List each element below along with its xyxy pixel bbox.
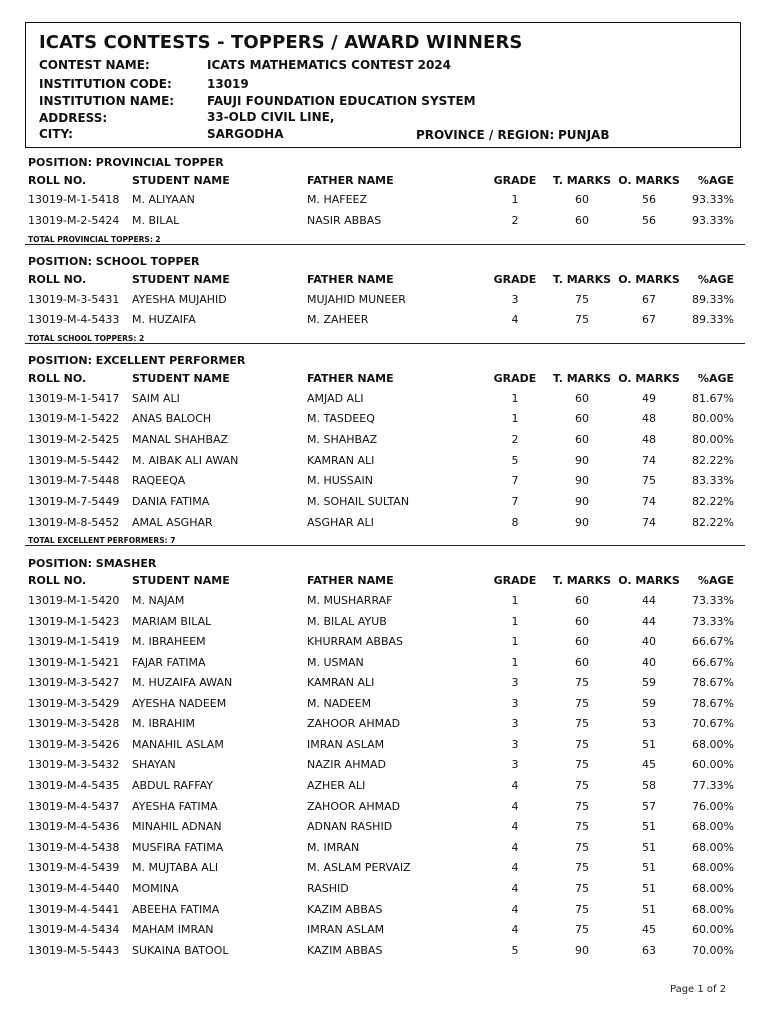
section-position-title: POSITION: SMASHER xyxy=(28,557,157,570)
cell-student-name: M. MUJTABA ALI xyxy=(132,861,219,874)
cell-obtained-marks: 44 xyxy=(642,594,656,607)
cell-percentage: 82.22% xyxy=(692,454,734,467)
cell-grade: 1 xyxy=(511,193,519,206)
cell-percentage: 68.00% xyxy=(692,820,734,833)
cell-roll-no: 13019-M-2-5424 xyxy=(28,214,120,227)
cell-grade: 2 xyxy=(511,433,519,446)
cell-roll-no: 13019-M-3-5429 xyxy=(28,697,120,710)
cell-percentage: 77.33% xyxy=(692,779,734,792)
cell-roll-no: 13019-M-4-5434 xyxy=(28,923,120,936)
cell-percentage: 68.00% xyxy=(692,882,734,895)
cell-roll-no: 13019-M-4-5440 xyxy=(28,882,120,895)
column-header-student-name: STUDENT NAME xyxy=(132,273,230,286)
cell-student-name: M. IBRAHIM xyxy=(132,717,196,730)
column-header-obtained-marks: O. MARKS xyxy=(618,174,680,187)
cell-father-name: AMJAD ALI xyxy=(307,392,364,405)
column-header-obtained-marks: O. MARKS xyxy=(618,372,680,385)
address-value: 33-OLD CIVIL LINE, xyxy=(207,110,335,124)
cell-student-name: MUSFIRA FATIMA xyxy=(132,841,224,854)
cell-roll-no: 13019-M-7-5448 xyxy=(28,474,120,487)
cell-grade: 5 xyxy=(511,454,519,467)
cell-roll-no: 13019-M-2-5425 xyxy=(28,433,120,446)
institution-name-value: FAUJI FOUNDATION EDUCATION SYSTEM xyxy=(207,94,476,108)
cell-father-name: M. BILAL AYUB xyxy=(307,615,387,628)
cell-roll-no: 13019-M-4-5441 xyxy=(28,903,120,916)
cell-total-marks: 75 xyxy=(575,313,589,326)
cell-total-marks: 60 xyxy=(575,392,589,405)
cell-student-name: M. HUZAIFA AWAN xyxy=(132,676,233,689)
cell-total-marks: 75 xyxy=(575,293,589,306)
cell-percentage: 76.00% xyxy=(692,800,734,813)
column-header-father-name: FATHER NAME xyxy=(307,372,394,385)
province-label: PROVINCE / REGION: xyxy=(416,128,555,142)
cell-grade: 3 xyxy=(511,697,519,710)
column-header-roll-no: ROLL NO. xyxy=(28,574,87,587)
cell-obtained-marks: 40 xyxy=(642,635,656,648)
cell-grade: 4 xyxy=(511,779,519,792)
cell-father-name: ZAHOOR AHMAD xyxy=(307,717,401,730)
cell-total-marks: 90 xyxy=(575,516,589,529)
cell-obtained-marks: 67 xyxy=(642,313,656,326)
cell-roll-no: 13019-M-4-5435 xyxy=(28,779,120,792)
cell-obtained-marks: 74 xyxy=(642,516,656,529)
column-header-percentage: %AGE xyxy=(697,574,734,587)
cell-student-name: M. BILAL xyxy=(132,214,180,227)
cell-percentage: 83.33% xyxy=(692,474,734,487)
cell-roll-no: 13019-M-8-5452 xyxy=(28,516,120,529)
cell-total-marks: 90 xyxy=(575,944,589,957)
cell-total-marks: 75 xyxy=(575,697,589,710)
section-position-title: POSITION: SCHOOL TOPPER xyxy=(28,255,200,268)
section-divider xyxy=(25,545,745,546)
cell-father-name: M. NADEEM xyxy=(307,697,372,710)
cell-percentage: 80.00% xyxy=(692,412,734,425)
column-header-roll-no: ROLL NO. xyxy=(28,372,87,385)
cell-obtained-marks: 74 xyxy=(642,495,656,508)
cell-total-marks: 75 xyxy=(575,717,589,730)
column-header-grade: GRADE xyxy=(493,372,537,385)
cell-student-name: SUKAINA BATOOL xyxy=(132,944,229,957)
cell-father-name: NASIR ABBAS xyxy=(307,214,382,227)
cell-grade: 8 xyxy=(511,516,519,529)
cell-student-name: MAHAM IMRAN xyxy=(132,923,214,936)
cell-roll-no: 13019-M-4-5437 xyxy=(28,800,120,813)
cell-total-marks: 75 xyxy=(575,923,589,936)
section-position-title: POSITION: EXCELLENT PERFORMER xyxy=(28,354,246,367)
column-header-roll-no: ROLL NO. xyxy=(28,174,87,187)
cell-roll-no: 13019-M-5-5442 xyxy=(28,454,120,467)
column-header-total-marks: T. MARKS xyxy=(552,273,612,286)
cell-student-name: MARIAM BILAL xyxy=(132,615,212,628)
cell-obtained-marks: 45 xyxy=(642,923,656,936)
cell-student-name: M. AIBAK ALI AWAN xyxy=(132,454,239,467)
cell-father-name: MUJAHID MUNEER xyxy=(307,293,406,306)
cell-grade: 1 xyxy=(511,412,519,425)
column-header-grade: GRADE xyxy=(493,574,537,587)
section-total: TOTAL PROVINCIAL TOPPERS: 2 xyxy=(28,235,161,244)
cell-obtained-marks: 45 xyxy=(642,758,656,771)
cell-student-name: MANAHIL ASLAM xyxy=(132,738,224,751)
cell-percentage: 82.22% xyxy=(692,516,734,529)
cell-obtained-marks: 51 xyxy=(642,882,656,895)
cell-student-name: AYESHA NADEEM xyxy=(132,697,227,710)
cell-obtained-marks: 67 xyxy=(642,293,656,306)
cell-obtained-marks: 44 xyxy=(642,615,656,628)
cell-grade: 5 xyxy=(511,944,519,957)
cell-roll-no: 13019-M-4-5433 xyxy=(28,313,120,326)
cell-grade: 4 xyxy=(511,861,519,874)
cell-father-name: ADNAN RASHID xyxy=(307,820,393,833)
cell-obtained-marks: 48 xyxy=(642,433,656,446)
cell-roll-no: 13019-M-1-5421 xyxy=(28,656,120,669)
institution-name-label: INSTITUTION NAME: xyxy=(39,94,175,108)
cell-total-marks: 60 xyxy=(575,656,589,669)
cell-roll-no: 13019-M-4-5436 xyxy=(28,820,120,833)
cell-total-marks: 75 xyxy=(575,758,589,771)
cell-grade: 3 xyxy=(511,758,519,771)
cell-percentage: 60.00% xyxy=(692,923,734,936)
column-header-roll-no: ROLL NO. xyxy=(28,273,87,286)
cell-percentage: 73.33% xyxy=(692,594,734,607)
cell-obtained-marks: 51 xyxy=(642,903,656,916)
column-header-student-name: STUDENT NAME xyxy=(132,174,230,187)
cell-grade: 4 xyxy=(511,923,519,936)
cell-percentage: 78.67% xyxy=(692,676,734,689)
cell-father-name: IMRAN ASLAM xyxy=(307,738,385,751)
cell-percentage: 66.67% xyxy=(692,635,734,648)
cell-student-name: AYESHA MUJAHID xyxy=(132,293,227,306)
cell-total-marks: 60 xyxy=(575,412,589,425)
cell-student-name: ANAS BALOCH xyxy=(132,412,212,425)
cell-percentage: 68.00% xyxy=(692,903,734,916)
cell-father-name: M. MUSHARRAF xyxy=(307,594,393,607)
cell-total-marks: 60 xyxy=(575,635,589,648)
column-header-grade: GRADE xyxy=(493,174,537,187)
cell-grade: 1 xyxy=(511,594,519,607)
cell-obtained-marks: 56 xyxy=(642,193,656,206)
cell-total-marks: 75 xyxy=(575,841,589,854)
cell-obtained-marks: 58 xyxy=(642,779,656,792)
contest-name-label: CONTEST NAME: xyxy=(39,58,150,72)
cell-roll-no: 13019-M-3-5428 xyxy=(28,717,120,730)
cell-grade: 4 xyxy=(511,313,519,326)
column-header-obtained-marks: O. MARKS xyxy=(618,574,680,587)
cell-student-name: M. NAJAM xyxy=(132,594,185,607)
cell-student-name: MINAHIL ADNAN xyxy=(132,820,222,833)
cell-total-marks: 90 xyxy=(575,454,589,467)
column-header-percentage: %AGE xyxy=(697,273,734,286)
cell-roll-no: 13019-M-4-5438 xyxy=(28,841,120,854)
document-title: ICATS CONTESTS - TOPPERS / AWARD WINNERS xyxy=(39,32,523,53)
section-total: TOTAL EXCELLENT PERFORMERS: 7 xyxy=(28,536,176,545)
cell-obtained-marks: 56 xyxy=(642,214,656,227)
cell-percentage: 68.00% xyxy=(692,841,734,854)
cell-grade: 3 xyxy=(511,738,519,751)
cell-father-name: KAMRAN ALI xyxy=(307,454,375,467)
cell-obtained-marks: 51 xyxy=(642,861,656,874)
cell-obtained-marks: 48 xyxy=(642,412,656,425)
cell-grade: 4 xyxy=(511,820,519,833)
cell-father-name: RASHID xyxy=(307,882,349,895)
cell-grade: 2 xyxy=(511,214,519,227)
cell-total-marks: 75 xyxy=(575,861,589,874)
cell-father-name: KHURRAM ABBAS xyxy=(307,635,404,648)
cell-father-name: KAZIM ABBAS xyxy=(307,944,383,957)
cell-obtained-marks: 51 xyxy=(642,738,656,751)
column-header-father-name: FATHER NAME xyxy=(307,574,394,587)
cell-total-marks: 75 xyxy=(575,800,589,813)
cell-roll-no: 13019-M-1-5419 xyxy=(28,635,120,648)
section-position-title: POSITION: PROVINCIAL TOPPER xyxy=(28,156,224,169)
cell-father-name: NAZIR AHMAD xyxy=(307,758,386,771)
cell-student-name: M. ALIYAAN xyxy=(132,193,195,206)
cell-total-marks: 75 xyxy=(575,882,589,895)
city-value: SARGODHA xyxy=(207,127,284,141)
page-number: Page 1 of 2 xyxy=(670,984,727,995)
cell-total-marks: 75 xyxy=(575,820,589,833)
cell-obtained-marks: 40 xyxy=(642,656,656,669)
cell-obtained-marks: 75 xyxy=(642,474,656,487)
cell-grade: 1 xyxy=(511,635,519,648)
cell-roll-no: 13019-M-3-5432 xyxy=(28,758,120,771)
cell-total-marks: 60 xyxy=(575,594,589,607)
cell-father-name: ASGHAR ALI xyxy=(307,516,374,529)
cell-grade: 4 xyxy=(511,841,519,854)
cell-student-name: ABEEHA FATIMA xyxy=(132,903,220,916)
cell-total-marks: 75 xyxy=(575,779,589,792)
column-header-student-name: STUDENT NAME xyxy=(132,574,230,587)
cell-roll-no: 13019-M-5-5443 xyxy=(28,944,120,957)
cell-roll-no: 13019-M-3-5426 xyxy=(28,738,120,751)
column-header-total-marks: T. MARKS xyxy=(552,574,612,587)
cell-obtained-marks: 51 xyxy=(642,841,656,854)
address-label: ADDRESS: xyxy=(39,111,108,125)
cell-total-marks: 90 xyxy=(575,474,589,487)
cell-total-marks: 75 xyxy=(575,738,589,751)
cell-roll-no: 13019-M-1-5418 xyxy=(28,193,120,206)
cell-student-name: AMAL ASGHAR xyxy=(132,516,213,529)
cell-roll-no: 13019-M-3-5431 xyxy=(28,293,120,306)
cell-student-name: AYESHA FATIMA xyxy=(132,800,218,813)
cell-roll-no: 13019-M-7-5449 xyxy=(28,495,120,508)
cell-grade: 7 xyxy=(511,474,519,487)
cell-grade: 4 xyxy=(511,882,519,895)
cell-student-name: M. HUZAIFA xyxy=(132,313,196,326)
cell-father-name: M. USMAN xyxy=(307,656,364,669)
cell-total-marks: 90 xyxy=(575,495,589,508)
cell-grade: 7 xyxy=(511,495,519,508)
cell-father-name: IMRAN ASLAM xyxy=(307,923,385,936)
cell-student-name: FAJAR FATIMA xyxy=(132,656,206,669)
cell-percentage: 93.33% xyxy=(692,193,734,206)
cell-student-name: SHAYAN xyxy=(132,758,176,771)
cell-percentage: 82.22% xyxy=(692,495,734,508)
cell-roll-no: 13019-M-1-5422 xyxy=(28,412,120,425)
cell-grade: 1 xyxy=(511,656,519,669)
contest-name-value: ICATS MATHEMATICS CONTEST 2024 xyxy=(207,58,451,72)
cell-obtained-marks: 57 xyxy=(642,800,656,813)
cell-percentage: 70.67% xyxy=(692,717,734,730)
cell-roll-no: 13019-M-4-5439 xyxy=(28,861,120,874)
column-header-total-marks: T. MARKS xyxy=(552,372,612,385)
cell-grade: 4 xyxy=(511,903,519,916)
column-header-percentage: %AGE xyxy=(697,372,734,385)
cell-percentage: 73.33% xyxy=(692,615,734,628)
cell-student-name: RAQEEQA xyxy=(132,474,186,487)
city-label: CITY: xyxy=(39,127,73,141)
cell-total-marks: 60 xyxy=(575,193,589,206)
cell-father-name: M. SOHAIL SULTAN xyxy=(307,495,410,508)
cell-father-name: M. IMRAN xyxy=(307,841,360,854)
cell-percentage: 80.00% xyxy=(692,433,734,446)
cell-obtained-marks: 63 xyxy=(642,944,656,957)
cell-roll-no: 13019-M-1-5423 xyxy=(28,615,120,628)
cell-student-name: ABDUL RAFFAY xyxy=(132,779,213,792)
column-header-father-name: FATHER NAME xyxy=(307,273,394,286)
cell-student-name: M. IBRAHEEM xyxy=(132,635,206,648)
institution-code-value: 13019 xyxy=(207,77,249,91)
column-header-student-name: STUDENT NAME xyxy=(132,372,230,385)
cell-father-name: M. HUSSAIN xyxy=(307,474,373,487)
cell-student-name: MOMINA xyxy=(132,882,179,895)
cell-percentage: 78.67% xyxy=(692,697,734,710)
section-divider xyxy=(25,244,745,245)
cell-roll-no: 13019-M-1-5417 xyxy=(28,392,120,405)
cell-total-marks: 60 xyxy=(575,615,589,628)
cell-father-name: M. HAFEEZ xyxy=(307,193,368,206)
institution-code-label: INSTITUTION CODE: xyxy=(39,77,172,91)
cell-total-marks: 75 xyxy=(575,903,589,916)
cell-father-name: KAZIM ABBAS xyxy=(307,903,383,916)
cell-percentage: 66.67% xyxy=(692,656,734,669)
cell-roll-no: 13019-M-3-5427 xyxy=(28,676,120,689)
cell-grade: 3 xyxy=(511,676,519,689)
cell-percentage: 81.67% xyxy=(692,392,734,405)
column-header-obtained-marks: O. MARKS xyxy=(618,273,680,286)
cell-grade: 4 xyxy=(511,800,519,813)
cell-percentage: 89.33% xyxy=(692,293,734,306)
cell-obtained-marks: 53 xyxy=(642,717,656,730)
column-header-total-marks: T. MARKS xyxy=(552,174,612,187)
cell-obtained-marks: 74 xyxy=(642,454,656,467)
column-header-father-name: FATHER NAME xyxy=(307,174,394,187)
cell-father-name: KAMRAN ALI xyxy=(307,676,375,689)
cell-grade: 3 xyxy=(511,293,519,306)
cell-total-marks: 60 xyxy=(575,433,589,446)
cell-obtained-marks: 59 xyxy=(642,697,656,710)
cell-percentage: 68.00% xyxy=(692,861,734,874)
column-header-grade: GRADE xyxy=(493,273,537,286)
cell-grade: 1 xyxy=(511,615,519,628)
cell-father-name: M. ASLAM PERVAIZ xyxy=(307,861,411,874)
cell-grade: 1 xyxy=(511,392,519,405)
cell-student-name: DANIA FATIMA xyxy=(132,495,210,508)
cell-student-name: MANAL SHAHBAZ xyxy=(132,433,229,446)
cell-obtained-marks: 51 xyxy=(642,820,656,833)
cell-father-name: M. TASDEEQ xyxy=(307,412,375,425)
cell-father-name: M. SHAHBAZ xyxy=(307,433,378,446)
cell-total-marks: 60 xyxy=(575,214,589,227)
cell-roll-no: 13019-M-1-5420 xyxy=(28,594,120,607)
cell-father-name: ZAHOOR AHMAD xyxy=(307,800,401,813)
cell-student-name: SAIM ALI xyxy=(132,392,180,405)
cell-obtained-marks: 59 xyxy=(642,676,656,689)
cell-percentage: 89.33% xyxy=(692,313,734,326)
cell-percentage: 70.00% xyxy=(692,944,734,957)
cell-percentage: 68.00% xyxy=(692,738,734,751)
cell-percentage: 93.33% xyxy=(692,214,734,227)
cell-father-name: AZHER ALI xyxy=(307,779,366,792)
cell-percentage: 60.00% xyxy=(692,758,734,771)
cell-grade: 3 xyxy=(511,717,519,730)
column-header-percentage: %AGE xyxy=(697,174,734,187)
cell-obtained-marks: 49 xyxy=(642,392,656,405)
province-value: PUNJAB xyxy=(558,128,610,142)
cell-father-name: M. ZAHEER xyxy=(307,313,369,326)
section-total: TOTAL SCHOOL TOPPERS: 2 xyxy=(28,334,145,343)
cell-total-marks: 75 xyxy=(575,676,589,689)
section-divider xyxy=(25,343,745,344)
